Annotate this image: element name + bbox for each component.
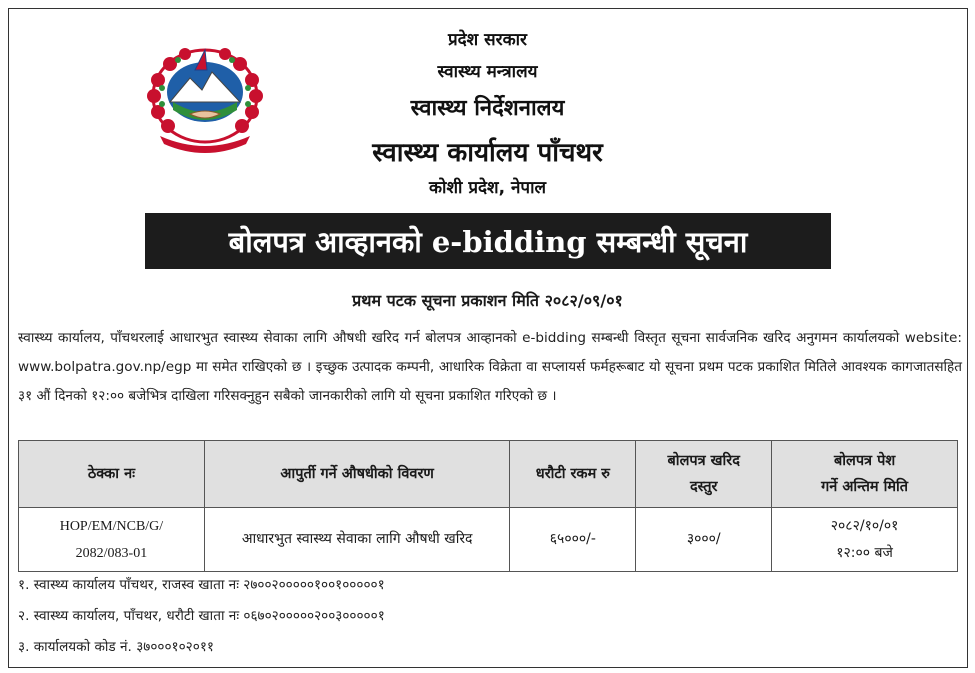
header-health-office: स्वास्थ्य कार्यालय पाँचथर xyxy=(372,138,603,168)
deadline-date: २०८२/१०/०१ xyxy=(830,517,899,534)
header-deadline-line2: गर्ने अन्तिम मिति xyxy=(821,479,909,495)
header-deadline-line1: बोलपत्र पेश xyxy=(833,453,896,469)
table-row xyxy=(19,508,958,572)
footnote-revenue-account: १. स्वास्थ्य कार्यालय पाँचथर, राजस्व खाता नः २७००२०००००१००१०००००१ xyxy=(18,577,385,593)
header-province-government: प्रदेश सरकार xyxy=(447,30,528,50)
footnote-office-code: ३. कार्यालयको कोड नं. ३७०००१०२०११ xyxy=(18,639,214,655)
cell-fee: ३०००/ xyxy=(636,508,772,572)
header-description: आपुर्ती गर्ने औषधीको विवरण xyxy=(204,441,510,508)
notice-body: स्वास्थ्य कार्यालय, पाँचथरलाई आधारभुत स्वास्थ्य सेवाका लागि औषधी खरिद गर्न बोलपत्र आव्हानको e-bidding सम्बन्धी विस्तृत सूचना सार्वजनिक खरिद अनुगमन कार्यालयको website: www.bolpatra.gov.np/egp मा समेत राखिएको छ । इच्छुक उत्पादक कम्पनी, आधारिक विक्रेता वा सप्लायर्स फर्महरूबाट यो सूचना प्रथम पटक प्रकाशित मितिले आवश्यक कागजातसहित ३१ औं दिनको १२:०० बजेभित्र दाखिला गरिसक्नुहुन सबैको जानकारीको लागि यो सूचना प्रकाशित गरिएको छ । xyxy=(18,330,962,404)
header-health-ministry: स्वास्थ्य मन्त्रालय xyxy=(437,62,538,82)
table-header-row xyxy=(19,441,958,508)
header-deposit: धरौटी रकम रु xyxy=(510,441,636,508)
header-fee-line2: दस्तुर xyxy=(689,479,718,495)
contract-no-line1: HOP/EM/NCB/G/ xyxy=(59,518,164,534)
publication-date: प्रथम पटक सूचना प्रकाशन मिति २०८२/०९/०१ xyxy=(352,291,623,310)
deadline-time: १२:०० बजे xyxy=(836,544,893,561)
cell-contract-no xyxy=(19,508,205,572)
header-location: कोशी प्रदेश, नेपाल xyxy=(429,178,546,198)
cell-deadline xyxy=(772,508,958,572)
header-health-directorate: स्वास्थ्य निर्देशनालय xyxy=(410,96,565,121)
header-fee xyxy=(636,441,772,508)
cell-deposit: ६५०००/- xyxy=(510,508,636,572)
header-contract-no: ठेक्का नः xyxy=(19,441,205,508)
header-deadline xyxy=(772,441,958,508)
header-fee-line1: बोलपत्र खरिद xyxy=(667,453,740,469)
footnote-deposit-account: २. स्वास्थ्य कार्यालय, पाँचथर, धरौटी खाता नः ०६७०२०००००२००३०००००१ xyxy=(18,608,385,624)
contract-no-line2: 2082/083-01 xyxy=(75,545,148,561)
cell-description: आधारभुत स्वास्थ्य सेवाका लागि औषधी खरिद xyxy=(204,508,510,572)
tender-table xyxy=(18,440,958,572)
notice-title-banner: बोलपत्र आव्हानको e-bidding सम्बन्धी सूचना xyxy=(145,213,831,269)
